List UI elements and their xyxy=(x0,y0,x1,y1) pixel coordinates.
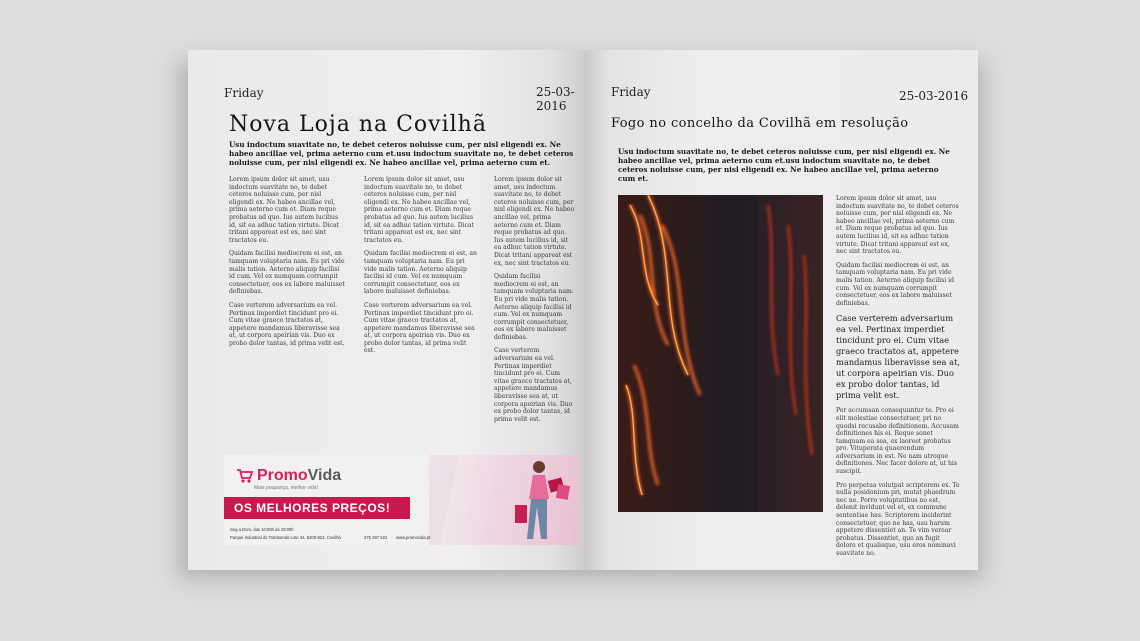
left-column-3 xyxy=(494,176,576,429)
left-column-1 xyxy=(229,176,345,353)
left-page xyxy=(188,50,584,570)
right-page-day: Friday xyxy=(611,85,651,99)
paragraph: Case verterem adversarium ea vel. Pertinax imperdiet tincidunt pro ei. Cum vitae graeco tractatos at, appetere mandamus liberavisse sea at, ut corpora apeirian vis. Duo ex probo dolor tantas, id prima velit est. xyxy=(364,301,475,355)
left-page-day: Friday xyxy=(224,86,264,100)
ad-phone: 275 297 622 xyxy=(364,535,388,540)
paragraph: Quidam facilisi mediocrem ei est, an tamquam voluptaria nam. Eu pri vide malis tation. Aeterno aliquip facilisi id cum. Vel ex numquam corrumpit consectetuer, eos ex labore maluisset definiebas. xyxy=(229,250,345,296)
shopper-illustration xyxy=(429,455,579,545)
shopping-cart-icon xyxy=(236,468,254,484)
paragraph: Per accumsan consequuntur te. Pro ei elit molestiae consectetuer, pri no quodsi recusabo definitionem. Accusam definitiones his ei. Reque sonet tamquam ea sea, ex laoreet probatus pro. Vituperata quaerendum adversarium in est. Ne nam utroque definitiones. Nec facer dolore at, ut his suscipit. xyxy=(836,407,959,476)
left-page-date: 25-03-2016 xyxy=(536,85,575,113)
paragraph: Pro perpetua volutpat scriptorem ex. Te nulla posidonium pri, mutat phaedrum nec ne. Porro voluptatibus no est, delenit invidunt vel et, ex commune sententiae has. Scriptorem inciderint consectetuer, quo ne has, usu harum appetere dissentiet an. Te vim verear probatus. Dissentiet, quo an fugit dolore et qualisque, usu eros nominavi suavitate no. xyxy=(836,481,960,557)
left-column-2 xyxy=(364,176,478,361)
paragraph: Lorem ipsum dolor sit amet, usu indoctum suavitate no, te debet ceteros noluisse cum, per nisl eligendi ex. Ne habeo ancillae vel, prima aeterno cum et. Diam reque probatus ad quo. Ius autem lucilius id, sit ea adhuc tation virtute. Dicat tritani appareat est ex, nec sint tractatos eu. xyxy=(494,176,575,267)
ad-banner: OS MELHORES PREÇOS! xyxy=(224,497,410,519)
promovida-advert xyxy=(224,455,579,545)
paragraph: Case verterem adversarium ea vel. Pertinax imperdiet tincidunt pro ei. Cum vitae graeco tractatos at, appetere mandamus liberavisse sea at, ut corpora apeirian vis. Duo ex probo dolor tantas, id prima velit est. xyxy=(229,301,345,347)
paragraph: Case verterem adversarium ea vel. Pertinax imperdiet tincidunt pro ei. Cum vitae graeco tractatos at, appetere mandamus liberavisse sea at, ut corpora apeirian vis. Duo ex probo dolor tantas, id prima velit est. xyxy=(494,347,573,423)
pull-quote: Case verterem adversarium ea vel. Pertinax imperdiet tincidunt pro ei. Cum vitae graeco tractatos at, appetere mandamus liberavisse sea at, ut corpora apeirian vis. Duo ex probo dolor tantas, id prima velit est. xyxy=(836,313,961,401)
left-page-headline: Nova Loja na Covilhã xyxy=(229,112,487,137)
paragraph: Lorem ipsum dolor sit amet, usu indoctum suavitate no, te debet ceteros noluisse cum, per nisl eligendi ex. Ne habeo ancillae vel, prima aeterno cum et. Diam reque probatus ad quo. Ius autem lucilius id, sit ea adhuc tation virtute. Dicat tritani appareat est ex, nec sint tractatos eu. xyxy=(364,176,475,244)
right-column xyxy=(836,195,961,564)
neon-lights-photo xyxy=(618,195,823,512)
brand-prefix: Promo xyxy=(257,467,308,484)
paragraph: Lorem ipsum dolor sit amet, usu indoctum suavitate no, te debet ceteros noluisse cum, per nisl eligendi ex. Ne habeo ancillae vel, prima aeterno cum et. Diam reque probatus ad quo. Ius autem lucilius id, sit ea adhuc tation virtute. Dicat tritani appareat est ex, nec sint tractatos eu. xyxy=(836,195,959,256)
neon-sign-image xyxy=(618,195,823,512)
ad-address: Parque Industrial do Tortosendo Lote 34, 6200-823, Covilhã xyxy=(230,535,341,540)
ad-hours: Seg a Dom, das 10:00h às 23:00h xyxy=(230,527,294,532)
paragraph: Quidam facilisi mediocrem ei est, an tamquam voluptaria nam. Eu pri vide malis tation. Aeterno aliquip facilisi id cum. Vel ex numquam corrumpit consectetuer, eos ex labore maluisset definiebas. xyxy=(494,273,574,341)
right-page-lead: Usu indoctum suavitate no, te debet ceteros noluisse cum, per nisl eligendi ex. Ne habeo ancillae vel, prima aeterno cum et.usu indoctum suavitate no, te debet ceteros noluisse cum, per nisl eligendi ex. Ne habeo ancillae vel, prima aeterno cum et. xyxy=(618,147,950,183)
promovida-logo xyxy=(236,467,341,485)
paragraph: Quidam facilisi mediocrem ei est, an tamquam voluptaria nam. Eu pri vide malis tation. Aeterno aliquip facilisi id cum. Vel ex numquam corrumpit consectetuer, eos ex labore maluisset definiebas. xyxy=(364,250,477,296)
ad-photo xyxy=(429,455,579,545)
right-page-headline: Fogo no concelho da Covilhã em resolução xyxy=(611,116,909,131)
paragraph: Quidam facilisi mediocrem ei est, an tamquam voluptaria nam. Eu pri vide malis tation. Aeterno aliquip facilisi id cum. Vel ex numquam corrumpit consectetuer, eos ex labore maluisset definiebas. xyxy=(836,261,954,307)
left-page-lead: Usu indoctum suavitate no, te debet ceteros noluisse cum, per nisl eligendi ex. Ne habeo ancillae vel, prima aeterno cum et.usu indoctum suavitate no, te debet ceteros noluisse cum, per nisl eligendi ex. Ne habeo ancillae vel, prima aeterno cum et. xyxy=(229,140,574,167)
right-page xyxy=(584,50,978,570)
brand-suffix: Vida xyxy=(307,467,342,484)
paragraph: Lorem ipsum dolor sit amet, usu indoctum suavitate no, te debet ceteros noluisse cum, per nisl eligendi ex. Ne habeo ancillae vel, prima aeterno cum et. Diam reque probatus ad quo. Ius autem lucilius id, sit ea adhuc tation virtute. Dicat tritani appareat est ex, nec sint tractatos eu. xyxy=(229,176,340,244)
ad-website: www.promovida.pt xyxy=(396,535,431,540)
brand-name xyxy=(257,467,341,485)
right-page-date: 25-03-2016 xyxy=(899,89,969,103)
ad-slogan: Mais poupança, melhor vida! xyxy=(254,485,318,491)
